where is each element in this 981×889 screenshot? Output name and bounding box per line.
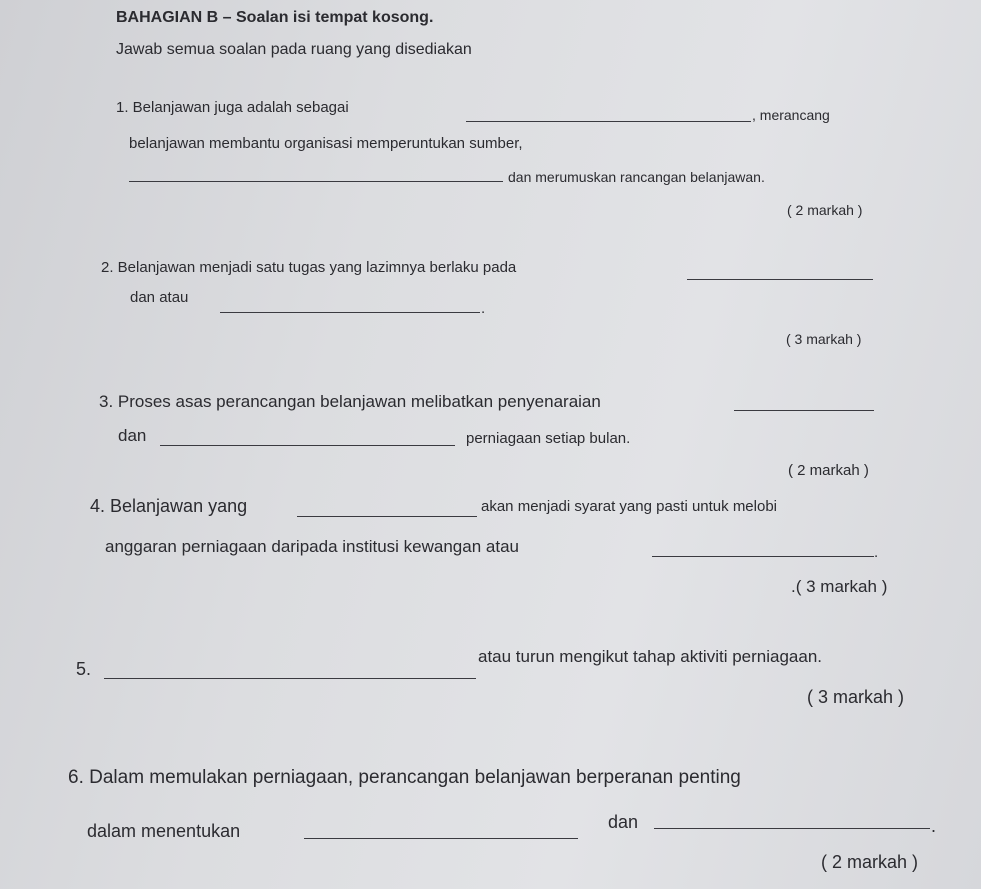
q5-blank-1[interactable]: [104, 678, 476, 679]
q2-text-2: dan atau: [130, 289, 189, 306]
q2-marks: ( 3 markah ): [786, 331, 862, 347]
q5-text-1: atau turun mengikut tahap aktiviti perniagaan.: [478, 647, 823, 666]
q3-blank-2[interactable]: [160, 445, 455, 446]
q6-blank-1[interactable]: [304, 838, 578, 839]
q4-marks: .( 3 markah ): [791, 577, 888, 596]
q2-text-1: 2. Belanjawan menjadi satu tugas yang lazimnya berlaku pada: [101, 259, 517, 276]
q6-text-1: 6. Dalam memulakan perniagaan, perancangan belanjawan berperanan penting: [68, 767, 741, 788]
q6-text-2c: .: [931, 816, 937, 836]
section-instruction: Jawab semua soalan pada ruang yang disediakan: [116, 41, 472, 58]
q1-blank-2[interactable]: [129, 181, 503, 182]
q4-text-1: 4. Belanjawan yang: [90, 496, 248, 516]
q3-text-2b: perniagaan setiap bulan.: [466, 430, 631, 447]
q4-blank-1[interactable]: [297, 516, 477, 517]
q4-text-2b: .: [874, 544, 879, 561]
q5-number: 5.: [76, 659, 92, 679]
q1-text-1: 1. Belanjawan juga adalah sebagai: [116, 99, 349, 116]
q4-blank-2[interactable]: [652, 556, 874, 557]
q1-text-3: dan merumuskan rancangan belanjawan.: [508, 169, 765, 185]
q3-text-1: 3. Proses asas perancangan belanjawan melibatkan penyenaraian: [99, 392, 601, 411]
q6-marks: ( 2 markah ): [821, 852, 919, 872]
q6-blank-2[interactable]: [654, 828, 930, 829]
q2-blank-2[interactable]: [220, 312, 480, 313]
q4-text-1b: akan menjadi syarat yang pasti untuk melobi: [481, 498, 778, 515]
q3-marks: ( 2 markah ): [788, 462, 869, 479]
q6-text-2b: dan: [608, 812, 639, 832]
q5-marks: ( 3 markah ): [807, 687, 905, 707]
q3-blank-1[interactable]: [734, 410, 874, 411]
q1-text-2: belanjawan membantu organisasi memperuntukan sumber,: [129, 135, 523, 152]
section-title: BAHAGIAN B – Soalan isi tempat kosong.: [116, 9, 434, 26]
q6-text-2: dalam menentukan: [87, 821, 241, 841]
q3-text-2: dan: [118, 426, 147, 445]
q4-text-2: anggaran perniagaan daripada institusi kewangan atau: [105, 537, 519, 556]
q2-text-2b: .: [481, 300, 486, 317]
q1-marks: ( 2 markah ): [787, 202, 863, 218]
q2-blank-1[interactable]: [687, 279, 873, 280]
q1-text-1b: , merancang: [752, 107, 830, 123]
q1-blank-1[interactable]: [466, 121, 751, 122]
